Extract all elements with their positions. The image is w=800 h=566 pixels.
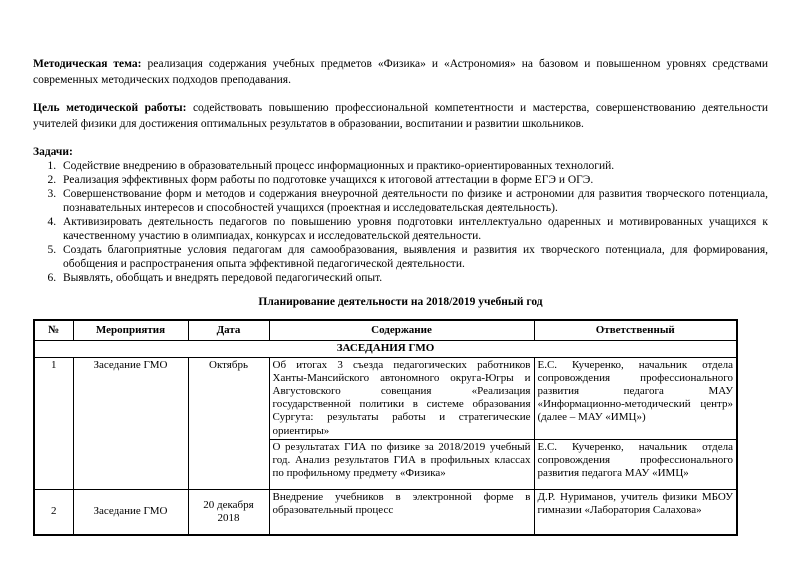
task-item: 2. Реализация эффективных форм работы по подготовке учащихся к итоговой аттестации в форме ЕГЭ и ОГЭ.: [59, 173, 768, 187]
task-item: 5. Создать благоприятные условия педагогам для самообразования, выявления и развития их творческого потенциала, для формирования, обобщения и распространения опыта эффективной педагогической деятельности.: [59, 243, 768, 271]
plan-table: [33, 319, 738, 536]
col-header-event: Мероприятия: [73, 320, 188, 340]
task-item: 1. Содействие внедрению в образовательный процесс информационных и практико-ориентированных технологий.: [59, 159, 768, 173]
row2-event: Заседание ГМО: [73, 489, 188, 535]
plan-title: Планирование деятельности на 2018/2019 учебный год: [258, 296, 543, 308]
row1-responsible-1: Е.С. Кучеренко, начальник отдела сопровождения профессионального развития педагога МАУ «Информационно-методический центр» (далее – МАУ «ИМЦ»): [534, 357, 737, 439]
task-item: 3. Совершенствование форм и методов и содержания внеурочной деятельности по физике и астрономии для развития творческого потенциала, познавательных интересов и способностей учащихся (проектная и исследовательская деятельность).: [59, 187, 768, 215]
row2-responsible: Д.Р. Нуриманов, учитель физики МБОУ гимназии «Лаборатория Салахова»: [534, 489, 737, 535]
col-header-responsible: Ответственный: [534, 320, 737, 340]
table-section-row: [34, 340, 737, 357]
goal-text: содействовать повышению профессиональной компетентности и мастерства, совершенствованию деятельности учителей физики для достижения оптимальных результатов в образовании, воспитании и развитии школьников.: [33, 102, 768, 130]
goal-label: Цель методической работы:: [33, 102, 187, 114]
row1-event: Заседание ГМО: [73, 357, 188, 489]
table-row: [34, 489, 737, 535]
row1-date: Октябрь: [188, 357, 269, 489]
row1-content-2: О результатах ГИА по физике за 2018/2019 учебный год. Анализ результатов ГИА в профильных классах по профильному предмету «Физика»: [269, 439, 534, 489]
table-header-row: [34, 320, 737, 340]
col-header-content: Содержание: [269, 320, 534, 340]
row2-date: 20 декабря 2018: [188, 489, 269, 535]
row2-num: 2: [34, 489, 73, 535]
row1-num: 1: [34, 357, 73, 489]
col-header-date: Дата: [188, 320, 269, 340]
tasks-list: [33, 159, 768, 285]
row1-responsible-2: Е.С. Кучеренко, начальник отдела сопровождения профессионального развития педагога МАУ «ИМЦ»: [534, 439, 737, 489]
table-row: [34, 357, 737, 439]
method-theme-label: Методическая тема:: [33, 58, 142, 70]
task-item: 6. Выявлять, обобщать и внедрять передовой педагогический опыт.: [59, 271, 768, 285]
paragraph-goal: [33, 101, 768, 132]
paragraph-method-theme: [33, 57, 768, 88]
method-theme-text: реализация содержания учебных предметов «Физика» и «Астрономия» на базовом и повышенном уровнях средствами современных методических подходов преподавания.: [33, 58, 769, 86]
tasks-heading: Задачи:: [33, 146, 73, 158]
row1-content-1: Об итогах 3 съезда педагогических работников Ханты-Мансийского автономного округа-Югры и Августовского совещания «Реализация государственной политики в системе образования Сургута: результаты работы и стратегические ориентиры»: [269, 357, 534, 439]
task-item: 4. Активизировать деятельность педагогов по повышению уровня подготовки интеллектуально одаренных и мотивированных учащихся к качественному участию в олимпиадах, конкурсах и исследовательской деятельности.: [59, 215, 768, 243]
col-header-num: №: [34, 320, 73, 340]
row2-content: Внедрение учебников в электронной форме в образовательный процесс: [269, 489, 534, 535]
section-title: ЗАСЕДАНИЯ ГМО: [34, 340, 737, 357]
